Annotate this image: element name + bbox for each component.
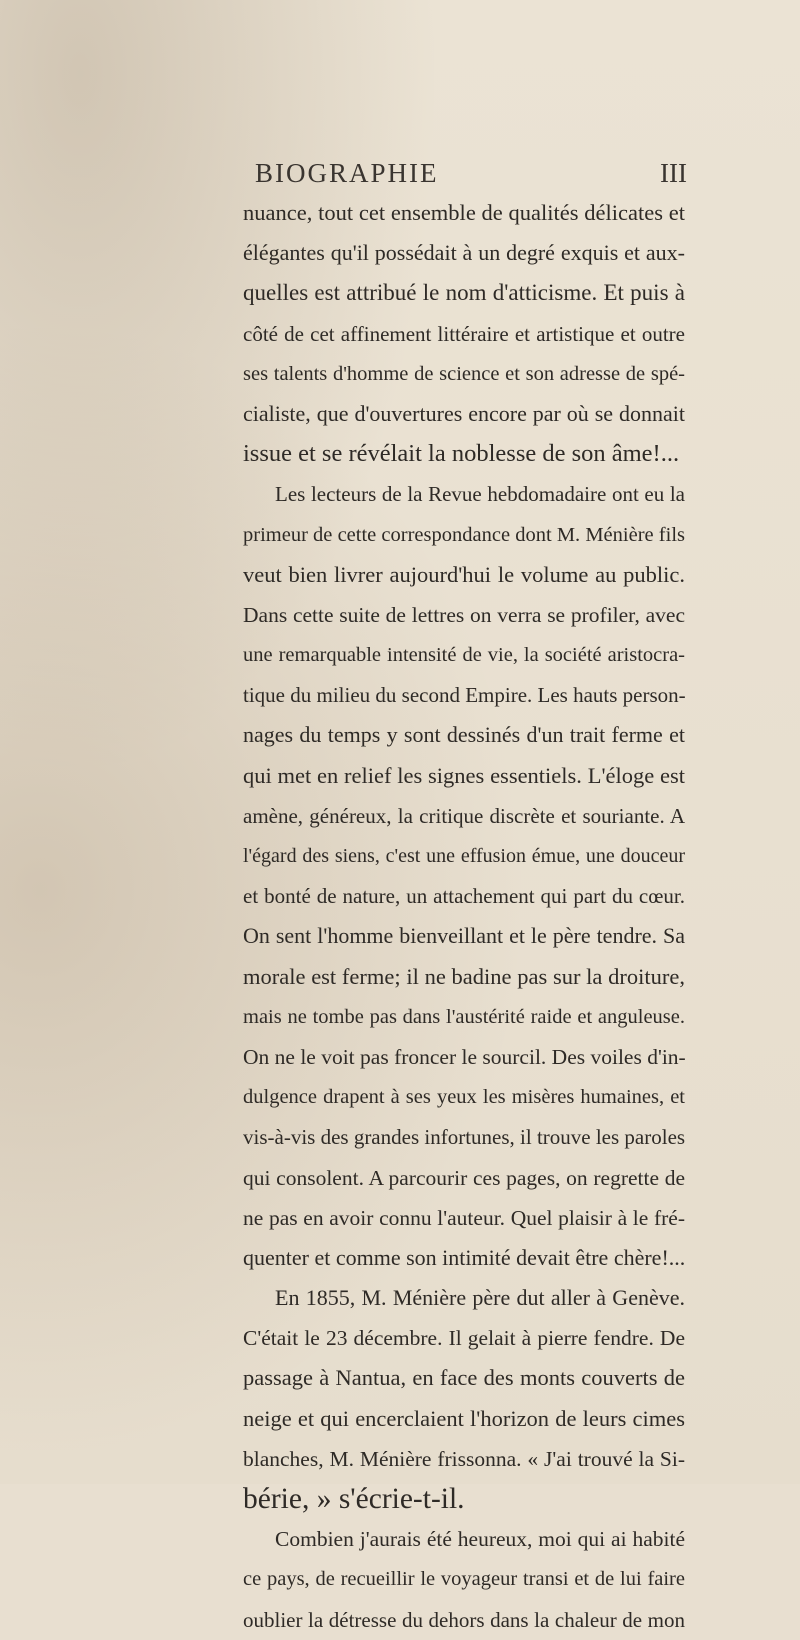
text-line: veut bien livrer aujourd'hui le volume au public. <box>243 561 685 587</box>
paragraph-start-line: En 1855, M. Ménière père dut aller à Genève. <box>275 1285 685 1311</box>
page-header <box>255 158 687 194</box>
text-line: mais ne tombe pas dans l'austérité raide et anguleuse. <box>243 1005 685 1028</box>
text-line: passage à Nantua, en face des monts couverts de <box>243 1365 685 1391</box>
text-line: l'égard des siens, c'est une effusion émue, une douceur <box>243 845 685 867</box>
text-line: quelles est attribué le nom d'atticisme. Et puis à <box>243 280 685 306</box>
text-line: morale est ferme; il ne badine pas sur la droiture, <box>243 963 685 989</box>
text-line: et bonté de nature, un attachement qui part du cœur. <box>243 884 685 909</box>
page-number: III <box>660 158 687 188</box>
text-line: bérie, » s'écrie-t-il. <box>243 1483 465 1515</box>
text-line: oublier la détresse du dehors dans la chaleur de mon <box>243 1607 685 1632</box>
text-line: côté de cet affinement littéraire et artistique et outre <box>243 321 685 346</box>
running-title: BIOGRAPHIE <box>255 158 439 188</box>
text-line: qui met en relief les signes essentiels. L'éloge est <box>243 762 685 788</box>
paragraph-start-line: Combien j'aurais été heureux, moi qui ai habité <box>275 1527 685 1552</box>
text-line: Dans cette suite de lettres on verra se profiler, avec <box>243 602 685 627</box>
text-line: ne pas en avoir connu l'auteur. Quel plaisir à le fré- <box>243 1205 685 1230</box>
paragraph-start-line: Les lecteurs de la Revue hebdomadaire ont eu la <box>275 482 685 507</box>
text-line: qui consolent. A parcourir ces pages, on regrette de <box>243 1165 685 1190</box>
text-line: blanches, M. Ménière frissonna. « J'ai trouvé la Si- <box>243 1446 685 1471</box>
text-line: cialiste, que d'ouvertures encore par où se donnait <box>243 400 685 426</box>
text-line: issue et se révélait la noblesse de son âme!... <box>243 440 680 468</box>
text-line: neige et qui encerclaient l'horizon de leurs cimes <box>243 1405 685 1431</box>
body-text <box>243 193 685 1640</box>
text-line: élégantes qu'il possédait à un degré exquis et aux- <box>243 240 685 266</box>
text-line: tique du milieu du second Empire. Les hauts person- <box>243 683 686 708</box>
text-line: nages du temps y sont dessinés d'un trait ferme et <box>243 722 685 748</box>
text-line: On ne le voit pas froncer le sourcil. Des voiles d'in- <box>243 1044 686 1069</box>
text-line: nuance, tout cet ensemble de qualités délicates et <box>243 200 685 225</box>
text-line: C'était le 23 décembre. Il gelait à pierre fendre. De <box>243 1326 685 1351</box>
text-line: quenter et comme son intimité devait être chère!... <box>243 1244 686 1270</box>
text-line: primeur de cette correspondance dont M. Ménière fils <box>243 523 685 546</box>
text-line: une remarquable intensité de vie, la société aristocra- <box>243 644 685 667</box>
text-line: On sent l'homme bienveillant et le père tendre. Sa <box>243 923 685 949</box>
text-line: ce pays, de recueillir le voyageur transi et de lui faire <box>243 1568 685 1591</box>
text-line: dulgence drapent à ses yeux les misères humaines, et <box>243 1086 685 1109</box>
text-line: amène, généreux, la critique discrète et souriante. A <box>243 803 685 828</box>
text-line: ses talents d'homme de science et son adresse de spé- <box>243 362 685 385</box>
text-line: vis-à-vis des grandes infortunes, il trouve les paroles <box>243 1125 686 1150</box>
